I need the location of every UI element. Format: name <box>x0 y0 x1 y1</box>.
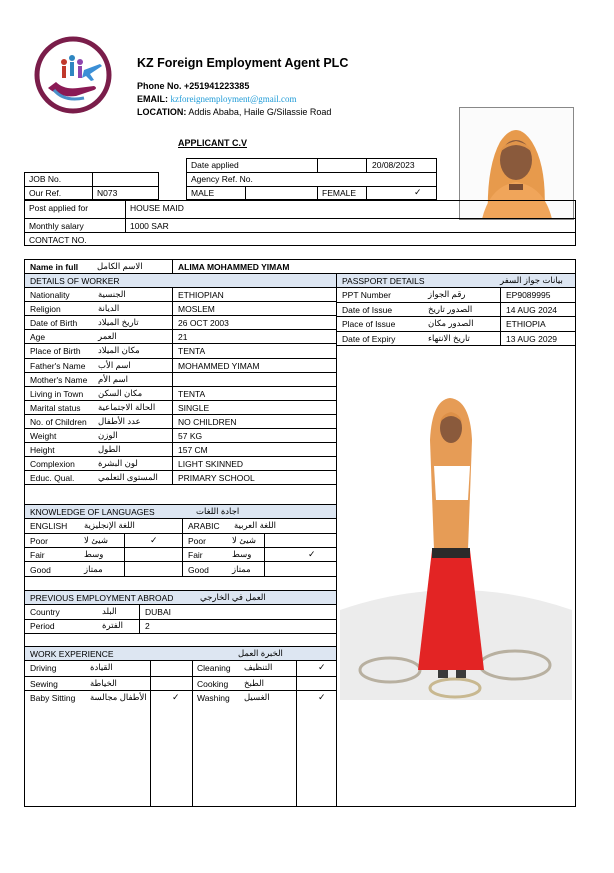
our-ref-label: Our Ref. <box>29 188 62 198</box>
passport-label-ar: الصدور تاريخ <box>428 303 473 314</box>
detail-label-ar: لون البشرة <box>98 458 138 469</box>
detail-label: Religion <box>30 304 61 315</box>
lang-english-label: ENGLISH <box>30 521 68 531</box>
post-value: HOUSE MAID <box>130 203 184 213</box>
detail-label: Age <box>30 332 46 343</box>
female-check: ✓ <box>414 187 422 197</box>
passport-value: 14 AUG 2024 <box>506 304 558 315</box>
work-skill-label: Sewing <box>30 679 58 689</box>
detail-label: Complexion <box>30 459 75 470</box>
detail-label: Weight <box>30 431 57 441</box>
passport-label: Place of Issue <box>342 319 396 329</box>
work-header-ar: الخبرة العمل <box>238 648 283 658</box>
detail-label: Nationality <box>30 290 70 300</box>
detail-label: Father's Name <box>30 360 86 371</box>
passport-label: Date of Issue <box>342 304 393 315</box>
agency-ref-label: Agency Ref. No. <box>191 174 253 184</box>
lang-level-label-ar: شيئ لا <box>84 535 108 545</box>
post-table <box>24 200 576 246</box>
salary-value: 1000 SAR <box>130 221 169 231</box>
company-phone: Phone No. +251941223385 <box>137 81 250 91</box>
contact-label: CONTACT NO. <box>29 235 87 245</box>
male-label: MALE <box>191 188 215 198</box>
passport-header-ar: بيانات جواز السفر <box>500 275 563 285</box>
detail-value: NO CHILDREN <box>178 416 237 427</box>
detail-label-ar: اسم الأب <box>98 359 131 370</box>
detail-label-ar: الديانة <box>98 303 120 314</box>
country-label-ar: البلد <box>102 606 117 616</box>
location-value: Addis Ababa, Haile G/Silassie Road <box>188 107 332 117</box>
arabic-level-check: ✓ <box>308 549 316 560</box>
salary-label: Monthly salary <box>29 221 84 231</box>
work-skill-label-ar: القيادة <box>90 662 113 672</box>
detail-label-ar: الحالة الاجتماعية <box>98 401 156 412</box>
detail-label-ar: مكان السكن <box>98 387 143 398</box>
detail-value: ETHIOPIAN <box>178 290 224 300</box>
passport-value: 13 AUG 2029 <box>506 333 558 344</box>
name-label: Name in full <box>30 262 79 272</box>
lang-english-label-ar: اللغة الإنجليزية <box>84 520 135 530</box>
detail-value: MOHAMMED YIMAM <box>178 360 260 371</box>
name-value: ALIMA MOHAMMED YIMAM <box>178 262 290 272</box>
languages-header-ar: اجادة اللغات <box>196 506 240 516</box>
detail-value: 157 CM <box>178 445 208 456</box>
detail-label-ar: الوزن <box>98 430 118 440</box>
lang-level-label: Poor <box>30 536 48 546</box>
arabic-level-label-ar: ممتاز <box>232 563 251 574</box>
passport-label-ar: تاريخ الانتهاء <box>428 332 470 343</box>
detail-value: TENTA <box>178 346 206 357</box>
lang-level-label: Fair <box>30 550 45 561</box>
detail-value: 26 OCT 2003 <box>178 318 229 329</box>
detail-label: No. of Children <box>30 416 87 427</box>
detail-value: 21 <box>178 332 188 343</box>
previous-header: PREVIOUS EMPLOYMENT ABROAD <box>30 593 174 603</box>
country-label: Country <box>30 607 60 617</box>
detail-label: Mother's Name <box>30 374 88 385</box>
work-skill-check: ✓ <box>172 692 180 702</box>
work-skill-label-ar: الغسيل <box>244 692 270 702</box>
period-value: 2 <box>145 621 150 631</box>
email-label: EMAIL: <box>137 94 168 104</box>
detail-label: Place of Birth <box>30 346 81 357</box>
work-skill-check: ✓ <box>318 662 326 672</box>
company-name: KZ Foreign Employment Agent PLC <box>137 56 349 70</box>
lang-arabic-label-ar: اللغة العربية <box>234 520 277 530</box>
date-applied-label: Date applied <box>191 160 239 170</box>
languages-header: KNOWLEDGE OF LANGUAGES <box>30 507 155 517</box>
post-label: Post applied for <box>29 203 89 213</box>
passport-header: PASSPORT DETAILS <box>342 276 425 286</box>
lang-level-label-ar: ممتاز <box>84 563 103 574</box>
location-label: LOCATION: <box>137 107 187 117</box>
detail-label-ar: عدد الأطفال <box>98 415 141 426</box>
job-no-label: JOB No. <box>29 174 62 184</box>
detail-value: SINGLE <box>178 402 210 413</box>
detail-label-ar: اسم الأم <box>98 373 128 384</box>
lang-arabic-label: ARABIC <box>188 521 220 531</box>
period-label: Period <box>30 621 55 631</box>
detail-label: Height <box>30 445 55 456</box>
work-skill-label: Baby Sitting <box>30 693 76 703</box>
arabic-level-label-ar: شيئ لا <box>232 535 256 545</box>
detail-value: LIGHT SKINNED <box>178 459 244 470</box>
passport-label: PPT Number <box>342 290 391 300</box>
details-header: DETAILS OF WORKER <box>30 276 120 286</box>
arabic-level-label: Poor <box>188 536 206 546</box>
work-skill-label: Driving <box>30 663 57 673</box>
detail-label: Date of Birth <box>30 318 78 329</box>
detail-label: Educ. Qual. <box>30 473 75 484</box>
detail-value: PRIMARY SCHOOL <box>178 473 255 484</box>
detail-label-ar: العمر <box>98 331 117 342</box>
work-skill-label-ar: الأطفال مجالسة <box>90 692 147 702</box>
detail-label-ar: المستوى التعلمي <box>98 472 158 483</box>
previous-header-ar: العمل في الخارجي <box>200 592 266 602</box>
detail-value: 57 KG <box>178 431 203 441</box>
detail-label: Living in Town <box>30 388 84 399</box>
company-logo <box>34 36 112 114</box>
date-applied-value: 20/08/2023 <box>372 160 415 170</box>
work-skill-label-ar: التنظيف <box>244 662 273 672</box>
arabic-level-label: Fair <box>188 550 203 561</box>
company-location-line <box>137 108 331 117</box>
passport-label-ar: رقم الجواز <box>428 289 466 299</box>
passport-value: EP9089995 <box>506 290 551 300</box>
passport-label: Date of Expiry <box>342 333 396 344</box>
work-header: WORK EXPERIENCE <box>30 649 114 659</box>
detail-value: TENTA <box>178 388 206 399</box>
female-label: FEMALE <box>322 188 357 198</box>
name-label-ar: الاسم الكامل <box>97 261 143 271</box>
our-ref-value: N073 <box>97 188 118 198</box>
detail-label-ar: مكان الميلاد <box>98 345 140 356</box>
work-skill-label-ar: الطبخ <box>244 678 264 688</box>
work-skill-label: Cooking <box>197 679 229 689</box>
lang-level-label-ar: وسط <box>84 549 104 560</box>
company-email-line <box>137 95 297 104</box>
email-link[interactable]: kzforeignemployment@gmail.com <box>170 94 297 104</box>
period-label-ar: الفترة <box>102 620 123 630</box>
work-skill-label: Cleaning <box>197 663 231 673</box>
lang-level-label: Good <box>30 564 51 575</box>
detail-label: Marital status <box>30 402 81 413</box>
detail-label-ar: تاريخ الميلاد <box>98 317 139 328</box>
arabic-level-label-ar: وسط <box>232 549 252 560</box>
passport-label-ar: الصدور مكان <box>428 318 474 328</box>
detail-label-ar: الطول <box>98 444 121 455</box>
work-skill-check: ✓ <box>318 692 326 702</box>
english-level-check: ✓ <box>150 535 158 545</box>
passport-value: ETHIOPIA <box>506 319 546 329</box>
detail-label-ar: الجنسية <box>98 289 126 299</box>
arabic-level-label: Good <box>188 564 209 575</box>
detail-value: MOSLEM <box>178 304 215 315</box>
doc-title: APPLICANT C.V <box>178 138 248 148</box>
applicant-full-body-photo <box>340 370 572 700</box>
work-skill-label-ar: الخياطة <box>90 678 117 688</box>
work-skill-label: Washing <box>197 693 230 703</box>
country-value: DUBAI <box>145 607 171 617</box>
